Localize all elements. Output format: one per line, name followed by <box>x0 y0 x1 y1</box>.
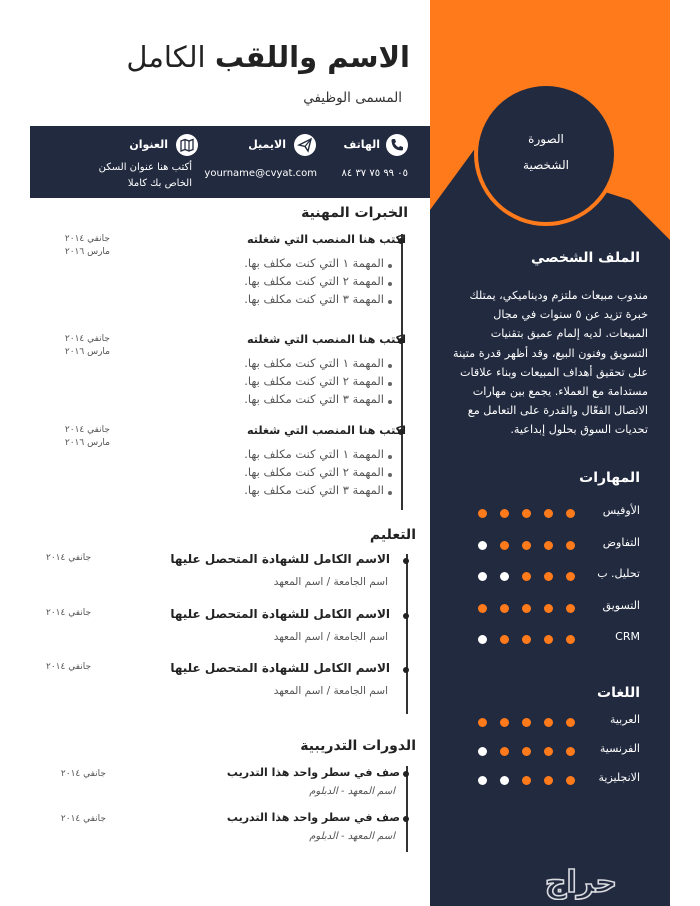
skills-rating-dot <box>478 635 487 644</box>
phone-icon <box>386 134 408 156</box>
education-title: التعليم <box>369 527 416 543</box>
education-degree: الاسم الكامل للشهادة المتحصل عليها <box>170 607 390 621</box>
address-line2: الخاص بك كاملا <box>127 178 192 189</box>
skills-rating-dot <box>544 635 553 644</box>
job-task: المهمة ٢ التي كنت مكلف بها. <box>244 374 384 388</box>
languages-rating-dot <box>478 747 487 756</box>
skills-rating-dot <box>478 604 487 613</box>
email-value[interactable]: yourname@cvyat.com <box>204 168 317 179</box>
task-bullet <box>388 264 392 268</box>
skills-name: التسويق <box>602 598 640 612</box>
skills-rating-dot <box>544 541 553 550</box>
job-task: المهمة ٣ التي كنت مكلف بها. <box>244 392 384 406</box>
job-date-from: جانفي ٢٠١٤ <box>64 334 110 344</box>
job-task: المهمة ١ التي كنت مكلف بها. <box>244 356 384 370</box>
skills-rating-dot <box>522 572 531 581</box>
skills-row <box>470 504 640 522</box>
skills-rating-dot <box>544 572 553 581</box>
phone-value: ٠٥ ٩٩ ٧٥ ٣٧ ٨٤ <box>341 168 408 179</box>
experience-title: الخبرات المهنية <box>301 205 408 221</box>
email-label: الايميل <box>248 138 286 151</box>
skills-rating-dot <box>566 604 575 613</box>
photo-label-line2: الشخصية <box>523 158 569 172</box>
skills-row <box>470 536 640 554</box>
training-bullet <box>403 816 409 822</box>
name-bold: الاسم واللقب <box>214 40 410 74</box>
languages-name: العربية <box>609 713 640 726</box>
skills-row <box>470 567 640 585</box>
training-title: صف في سطر واحد هذا التدريب <box>226 811 400 824</box>
svg-text:حراج: حراج <box>544 865 618 900</box>
skills-name: CRM <box>615 630 640 643</box>
task-bullet <box>388 455 392 459</box>
skills-title: المهارات <box>579 470 640 486</box>
skills-row <box>470 599 640 617</box>
name-regular: الكامل <box>126 40 206 74</box>
skills-rating-dot <box>500 541 509 550</box>
skills-rating-dot <box>500 572 509 581</box>
training-date: جانفي ٢٠١٤ <box>60 814 106 824</box>
languages-rating-dot <box>544 718 553 727</box>
profile-photo-placeholder <box>474 82 618 226</box>
languages-row <box>470 713 640 731</box>
education-date: جانفي ٢٠١٤ <box>46 553 92 563</box>
languages-rating-dot <box>500 776 509 785</box>
education-degree: الاسم الكامل للشهادة المتحصل عليها <box>170 552 390 566</box>
profile-text: مندوب مبيعات ملتزم وديناميكي، يمتلك خبرة تزيد عن ٥ سنوات في مجال المبيعات. لديه إلمام عميق بتقنيات التسويق وفنون البيع، وقد أظهر قدرة متينة على تحقيق أهداف المبيعات وبناء علاقات مستدامة مع العملاء. يجمع بين مهارات الاتصال الفعّال والقدرة على التعامل مع تحديات السوق بحلول إبداعية. <box>453 289 648 437</box>
languages-rating-dot <box>566 747 575 756</box>
training-bullet <box>403 771 409 777</box>
address-line1: أكتب هنا عنوان السكن <box>98 162 192 173</box>
experience-timeline <box>401 234 403 510</box>
education-bullet <box>403 558 409 564</box>
skills-rating-dot <box>566 541 575 550</box>
address-label: العنوان <box>129 138 168 151</box>
languages-row <box>470 771 640 789</box>
task-bullet <box>388 473 392 477</box>
education-date: جانفي ٢٠١٤ <box>46 608 92 618</box>
skills-rating-dot <box>500 604 509 613</box>
languages-row <box>470 742 640 760</box>
languages-rating-dot <box>522 718 531 727</box>
photo-label-line1: الصورة <box>528 132 564 146</box>
profile-title: الملف الشخصي <box>530 250 640 266</box>
languages-rating-dot <box>544 776 553 785</box>
languages-title: اللغات <box>597 685 640 701</box>
languages-rating-dot <box>478 718 487 727</box>
skills-name: التفاوض <box>602 535 640 549</box>
task-bullet <box>388 491 392 495</box>
skills-rating-dot <box>544 509 553 518</box>
languages-rating-dot <box>522 776 531 785</box>
skills-rating-dot <box>522 541 531 550</box>
skills-rating-dot <box>522 635 531 644</box>
languages-name: الانجليزية <box>598 771 640 784</box>
skills-name: تحليل. ب <box>597 567 640 580</box>
job-task: المهمة ٣ التي كنت مكلف بها. <box>244 292 384 306</box>
full-name <box>126 40 410 74</box>
education-school: اسم الجامعة / اسم المعهد <box>273 685 388 697</box>
skills-rating-dot <box>500 509 509 518</box>
education-bullet <box>403 613 409 619</box>
languages-rating-dot <box>478 776 487 785</box>
map-icon <box>176 134 198 156</box>
job-task: المهمة ١ التي كنت مكلف بها. <box>244 256 384 270</box>
task-bullet <box>388 382 392 386</box>
job-title: اكتب هنا المنصب التي شغلته <box>247 233 406 246</box>
skills-rating-dot <box>522 604 531 613</box>
education-degree: الاسم الكامل للشهادة المتحصل عليها <box>170 661 390 675</box>
languages-rating-dot <box>566 718 575 727</box>
contact-bar <box>30 126 430 198</box>
skills-rating-dot <box>500 635 509 644</box>
languages-name: الفرنسية <box>599 742 640 755</box>
job-date-to: مارس ٢٠١٦ <box>64 438 110 448</box>
skills-rating-dot <box>544 604 553 613</box>
skills-rating-dot <box>478 509 487 518</box>
task-bullet <box>388 300 392 304</box>
skills-rating-dot <box>478 572 487 581</box>
job-title: اكتب هنا المنصب التي شغلته <box>247 333 406 346</box>
job-task: المهمة ٣ التي كنت مكلف بها. <box>244 483 384 497</box>
phone-label: الهاتف <box>343 138 380 151</box>
job-date-from: جانفي ٢٠١٤ <box>64 425 110 435</box>
skills-rating-dot <box>478 541 487 550</box>
job-task: المهمة ٢ التي كنت مكلف بها. <box>244 274 384 288</box>
skills-rating-dot <box>522 509 531 518</box>
skills-rating-dot <box>566 572 575 581</box>
job-date-from: جانفي ٢٠١٤ <box>64 234 110 244</box>
skills-name: الأوفيس <box>602 504 640 517</box>
job-title: اكتب هنا المنصب التي شغلته <box>247 424 406 437</box>
education-bullet <box>403 667 409 673</box>
education-date: جانفي ٢٠١٤ <box>46 662 92 672</box>
job-date-to: مارس ٢٠١٦ <box>64 247 110 257</box>
task-bullet <box>388 282 392 286</box>
languages-rating-dot <box>544 747 553 756</box>
skills-rating-dot <box>566 635 575 644</box>
languages-rating-dot <box>566 776 575 785</box>
training-timeline <box>406 766 408 852</box>
job-task: المهمة ١ التي كنت مكلف بها. <box>244 447 384 461</box>
job-date-to: مارس ٢٠١٦ <box>64 347 110 357</box>
languages-rating-dot <box>500 718 509 727</box>
job-task: المهمة ٢ التي كنت مكلف بها. <box>244 465 384 479</box>
training-date: جانفي ٢٠١٤ <box>60 769 106 779</box>
education-school: اسم الجامعة / اسم المعهد <box>273 576 388 588</box>
training-title: صف في سطر واحد هذا التدريب <box>226 766 400 779</box>
send-icon <box>294 134 316 156</box>
education-school: اسم الجامعة / اسم المعهد <box>273 631 388 643</box>
task-bullet <box>388 400 392 404</box>
job-title: المسمى الوظيفي <box>303 90 402 106</box>
task-bullet <box>388 364 392 368</box>
skills-row <box>470 630 640 648</box>
training-subtitle: اسم المعهد - الدبلوم <box>309 831 395 842</box>
training-subtitle: اسم المعهد - الدبلوم <box>309 786 395 797</box>
training-title: الدورات التدريبية <box>300 738 416 754</box>
education-timeline <box>406 554 408 714</box>
languages-rating-dot <box>500 747 509 756</box>
skills-rating-dot <box>566 509 575 518</box>
haraj-watermark-logo <box>496 862 666 900</box>
languages-rating-dot <box>522 747 531 756</box>
